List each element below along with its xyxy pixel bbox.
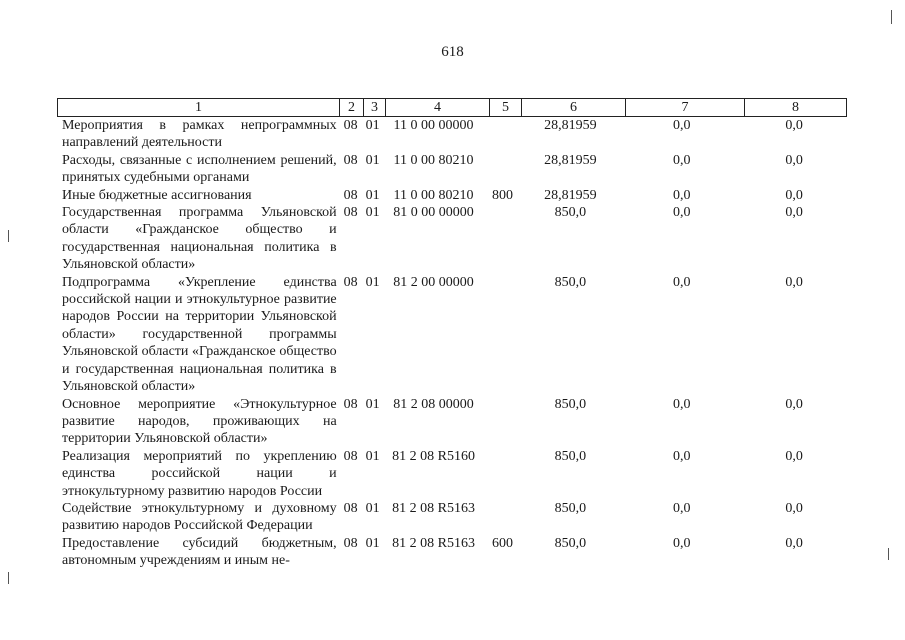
row-name: Основное мероприятие «Этнокультурное развитие народов, проживающих на территории Ульяновской области»: [62, 396, 337, 447]
row-amount-8: 0,0: [785, 396, 803, 412]
row-subsection: 01: [365, 205, 380, 221]
row-amount-6: 28,81959: [544, 187, 597, 203]
row-amount-7: 0,0: [672, 152, 691, 168]
row-target-article: 81 0 00 00000: [393, 205, 474, 221]
row-subsection: 01: [365, 535, 380, 551]
scan-mark-right-lower: [888, 548, 889, 560]
row-section: 08: [343, 118, 358, 133]
column-header-row: [58, 99, 847, 117]
table-row: [57, 152, 846, 187]
row-amount-8: 0,0: [785, 152, 803, 168]
row-amount-7: 0,0: [672, 396, 691, 412]
row-subsection: 01: [365, 187, 380, 203]
column-header-6: 6: [522, 99, 626, 117]
row-name: Предоставление субсидий бюджетным, автономным учреждениям и иным не-: [62, 535, 337, 569]
row-amount-6: 850,0: [554, 535, 587, 551]
page-number: 618: [441, 44, 464, 60]
row-section: 08: [343, 187, 358, 203]
row-amount-8: 0,0: [785, 118, 803, 133]
row-amount-7: 0,0: [672, 187, 691, 203]
row-amount-8: 0,0: [785, 448, 803, 464]
row-target-article: 81 2 08 R5163: [392, 535, 475, 551]
row-target-article: 11 0 00 80210: [393, 187, 474, 203]
row-name: Иные бюджетные ассигнования: [62, 187, 252, 203]
row-section: 08: [343, 448, 358, 464]
row-section: 08: [343, 152, 358, 168]
scan-mark-left: [8, 230, 9, 242]
table-row: [57, 187, 846, 204]
row-amount-6: 28,81959: [544, 118, 597, 133]
row-section: 08: [343, 396, 358, 412]
column-header-7: 7: [626, 99, 745, 117]
table-row: [57, 117, 846, 152]
row-amount-7: 0,0: [672, 274, 691, 290]
row-amount-8: 0,0: [785, 205, 803, 221]
table-row: [57, 448, 846, 500]
row-amount-7: 0,0: [672, 118, 691, 133]
row-amount-8: 0,0: [785, 187, 803, 203]
row-amount-6: 850,0: [554, 205, 587, 221]
row-section: 08: [343, 274, 358, 290]
row-subsection: 01: [365, 396, 380, 412]
row-target-article: 81 2 00 00000: [393, 274, 474, 290]
table-row: [57, 274, 846, 396]
row-amount-8: 0,0: [785, 535, 803, 551]
table-row: [57, 500, 846, 535]
row-section: 08: [343, 205, 358, 221]
row-name: Мероприятия в рамках непрограммных направлений деятельности: [62, 118, 337, 151]
row-section: 08: [343, 535, 358, 551]
row-target-article: 81 2 08 R5160: [392, 448, 475, 464]
scan-mark-top-right: [891, 10, 892, 24]
row-target-article: 11 0 00 00000: [393, 118, 474, 133]
row-amount-7: 0,0: [672, 500, 691, 516]
row-amount-7: 0,0: [672, 448, 691, 464]
row-amount-6: 850,0: [554, 500, 587, 516]
row-subsection: 01: [365, 152, 380, 168]
column-header-4: 4: [386, 99, 490, 117]
row-section: 08: [343, 500, 358, 516]
column-header-8: 8: [745, 99, 847, 117]
row-amount-8: 0,0: [785, 500, 803, 516]
column-header-table: [57, 98, 847, 117]
row-target-article: 81 2 08 00000: [393, 396, 474, 412]
row-expense-type: 600: [491, 535, 513, 551]
row-subsection: 01: [365, 274, 380, 290]
row-amount-6: 850,0: [554, 274, 587, 290]
scan-mark-left-lower: [8, 572, 9, 584]
row-target-article: 11 0 00 80210: [393, 152, 474, 168]
table-row: [57, 535, 846, 570]
table-row: [57, 396, 846, 448]
row-amount-7: 0,0: [672, 535, 691, 551]
row-subsection: 01: [365, 500, 380, 516]
row-name: Расходы, связанные с исполнением решений, принятых судебными органами: [62, 152, 337, 186]
row-amount-7: 0,0: [672, 205, 691, 221]
row-name: Реализация мероприятий по укреплению единства российской нации и этнокультурному развитию народов России: [62, 448, 337, 499]
row-subsection: 01: [365, 448, 380, 464]
row-amount-6: 28,81959: [544, 152, 597, 168]
row-amount-6: 850,0: [554, 448, 587, 464]
row-subsection: 01: [365, 118, 380, 133]
row-amount-8: 0,0: [785, 274, 803, 290]
row-amount-6: 850,0: [554, 396, 587, 412]
column-header-1: 1: [58, 99, 340, 117]
row-expense-type: 800: [491, 187, 513, 203]
column-header-5: 5: [490, 99, 522, 117]
row-name: Содействие этнокультурному и духовному развитию народов Российской Федерации: [62, 500, 337, 534]
budget-table-body: [57, 117, 846, 570]
row-name: Государственная программа Ульяновской области «Гражданское общество и государственная национальная политика в Ульяновской области»: [62, 205, 337, 273]
column-header-3: 3: [364, 99, 386, 117]
column-header-2: 2: [340, 99, 364, 117]
row-name: Подпрограмма «Укрепление единства российской нации и этнокультурное развитие народов России на территории Ульяновской области» государственной программы Ульяновской области «Гражданское общество и государственная национальная политика в Ульяновской области»: [62, 274, 337, 395]
table-row: [57, 204, 846, 274]
row-target-article: 81 2 08 R5163: [392, 500, 475, 516]
